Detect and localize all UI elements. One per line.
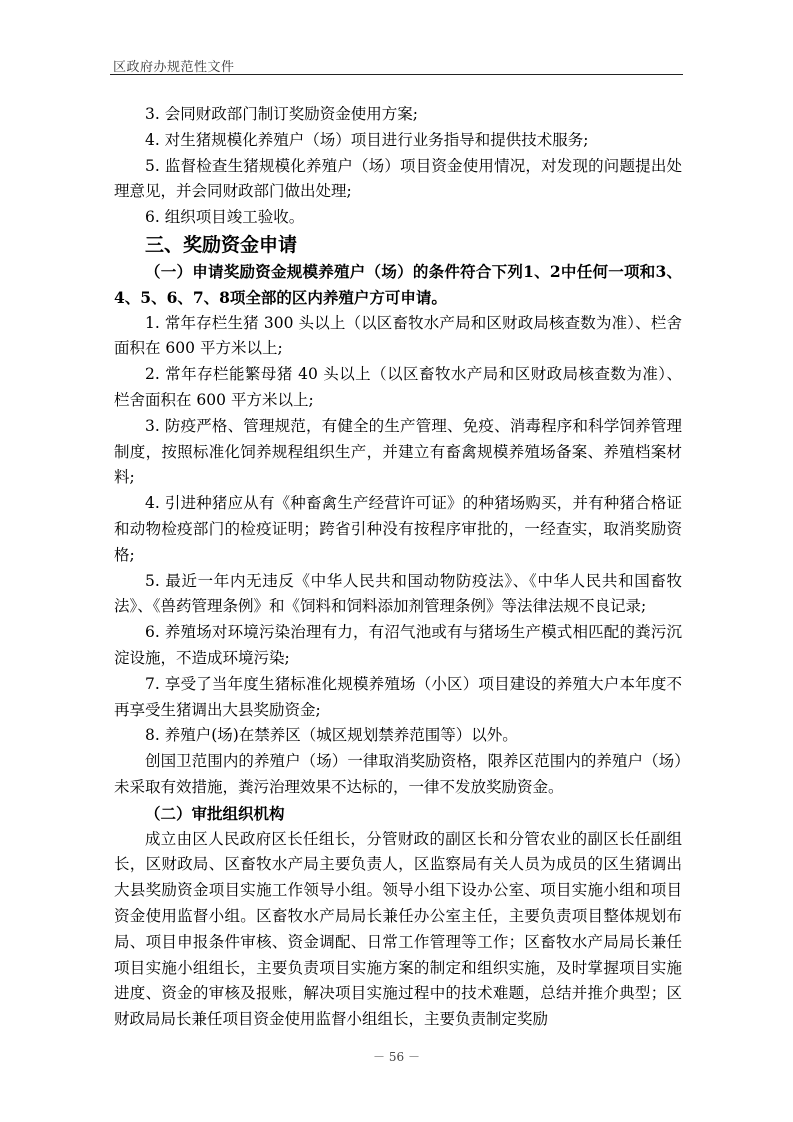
header-divider [110,74,683,75]
item-4: 4. 对生猪规模化养殖户（场）项目进行业务指导和提供技术服务; [145,130,589,149]
organization-paragraph: 成立由区人民政府区长任组长，分管财政的副区长和分管农业的副区长任副组长，区财政局、区畜牧水产局主要负责人，区监察局有关人员为成员的区生猪调出大县奖励资金项目实施工作领导小组。领导小组下设办公室、项目实施小组和项目资金使用监督小组。区畜牧水产局局长兼任办公室主任，主要负责项目整体规划布局、项目申报条件审核、资金调配、日常工作管理等工作；区畜牧水产局局长兼任项目实施小组组长，主要负责项目实施方案的制定和组织实施，及时掌握项目实施进度、资金的审核及报账，解决项目实施过程中的技术难题，总结并推介典型；区财政局局长兼任项目资金使用监督小组组长，主要负责制定奖励 [114,829,682,1029]
subsection-heading-1: （一）申请奖励资金规模养殖户（场）的条件符合下列1、2中任何一项和3、4、5、6、7、8项全部的区内养殖户方可申请。 [114,261,682,307]
item-6: 6. 组织项目竣工验收。 [145,208,305,227]
condition-1: 1. 常年存栏生猪 300 头以上（以区畜牧水产局和区财政局核查数为准）、栏舍面积在 600 平方米以上; [114,313,682,358]
condition-3: 3. 防疫严格、管理规范，有健全的生产管理、免疫、消毒程序和科学饲养管理制度，按照标准化饲养规程组织生产，并建立有畜禽规模养殖场备案、养殖档案材料; [114,416,682,487]
condition-8: 8. 养殖户(场)在禁养区（城区规划禁养范围等）以外。 [145,726,518,745]
item-5: 5. 监督检查生猪规模化养殖户（场）项目资金使用情况，对发现的问题提出处理意见，并会同财政部门做出处理; [114,156,682,201]
exclusion-paragraph: 创国卫范围内的养殖户（场）一律取消奖励资格，限养区范围内的养殖户（场）未采取有效措施，粪污治理效果不达标的，一律不发放奖励资金。 [114,752,682,796]
condition-2: 2. 常年存栏能繁母猪 40 头以上（以区畜牧水产局和区财政局核查数为准）、栏舍面积在 600 平方米以上; [114,365,682,409]
condition-6: 6. 养殖场对环境污染治理有力，有沼气池或有与猪场生产模式相匹配的粪污沉淀设施，不造成环境污染; [114,623,682,667]
condition-5: 5. 最近一年内无违反《中华人民共和国动物防疫法》、《中华人民共和国畜牧法》、《兽药管理条例》和《饲料和饲料添加剂管理条例》等法律法规不良记录; [114,571,682,616]
section-heading: 三、奖励资金申请 [145,233,298,256]
item-3: 3. 会同财政部门制订奖励资金使用方案; [145,105,418,123]
condition-4: 4. 引进种猪应从有《种畜禽生产经营许可证》的种猪场购买，并有种猪合格证和动物检疫部门的检疫证明；跨省引种没有按程序审批的，一经查实，取消奖励资格; [114,494,682,564]
condition-7: 7. 享受了当年度生猪标准化规模养殖场（小区）项目建设的养殖大户本年度不再享受生猪调出大县奖励资金; [114,674,682,719]
running-header: 区政府办规范性文件 [113,60,235,75]
subsection-heading-2: （二）审批组织机构 [145,803,285,823]
document-body [114,102,682,1033]
page-number: － 56 － [373,1050,420,1064]
